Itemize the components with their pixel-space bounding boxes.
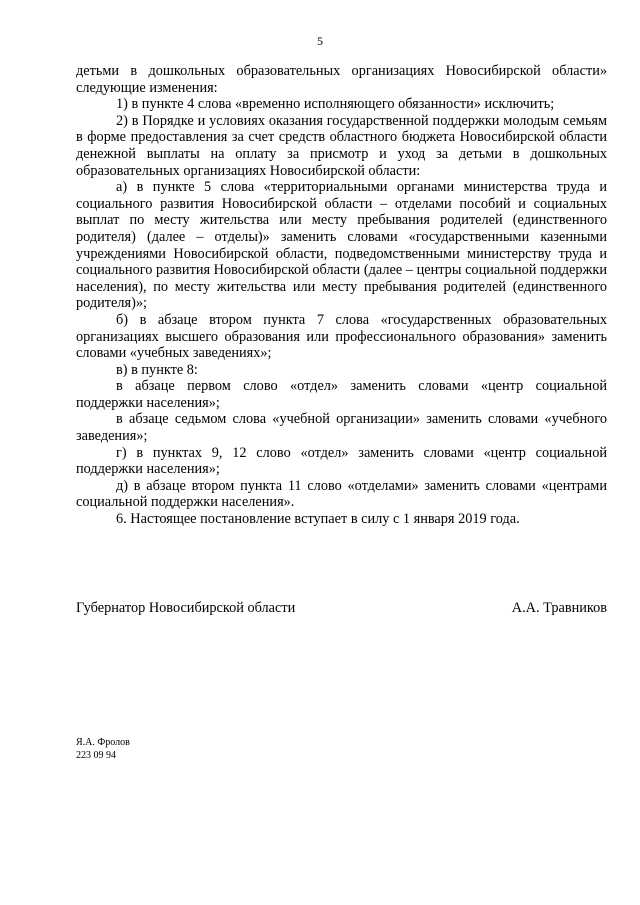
signatory-name: А.А. Травников: [511, 600, 607, 616]
paragraph-subitem-d: д) в абзаце втором пункта 11 слово «отделами» заменить словами «центрами социальной поддержки населения».: [76, 477, 607, 511]
paragraph-subitem-v: в) в пункте 8:: [116, 361, 198, 378]
paragraph-item-6: 6. Настоящее постановление вступает в силу с 1 января 2019 года.: [116, 511, 520, 528]
paragraph-intro-tail: детьми в дошкольных образовательных организациях Новосибирской области» следующие изменения:: [76, 63, 607, 96]
executor-block: [76, 737, 130, 762]
paragraph-subitem-v-seventh: в абзаце седьмом слова «учебной организации» заменить словами «учебного заведения»;: [76, 411, 607, 445]
paragraph-subitem-a: а) в пункте 5 слова «территориальными органами министерства труда и социального развития Новосибирской области – отделами пособий и социальных выплат по месту жительства или месту пребывания родителей (единственного родителя) (далее – отделы)» заменить словами «государственными казенными учреждениями Новосибирской области, подведомственными министерству труда и социального развития Новосибирской области (далее – центры социальной поддержки населения), по месту жительства или месту пребывания родителей (единственного родителя)»;: [76, 179, 607, 312]
paragraph-item-2: 2) в Порядке и условиях оказания государственной поддержки молодым семьям в форме предоставления за счет средств областного бюджета Новосибирской области денежной выплаты на оплату за присмотр и уход за детьми в дошкольных образовательных организациях Новосибирской области:: [76, 112, 607, 179]
page-number: 5: [317, 34, 323, 48]
paragraph-subitem-v-first: в абзаце первом слово «отдел» заменить словами «центр социальной поддержки населения»;: [76, 378, 607, 411]
paragraph-item-1: 1) в пункте 4 слова «временно исполняющего обязанности» исключить;: [116, 96, 555, 113]
signatory-position: Губернатор Новосибирской области: [76, 600, 296, 616]
paragraph-subitem-g: г) в пунктах 9, 12 слово «отдел» заменить словами «центр социальной поддержки населения»;: [76, 444, 607, 478]
executor-phone: 223 09 94: [76, 749, 116, 761]
executor-name: Я.А. Фролов: [76, 737, 130, 748]
paragraph-subitem-b: б) в абзаце втором пункта 7 слова «государственных образовательных организациях высшего образования или профессионального образования» заменить словами «учебных заведениях»;: [76, 311, 607, 362]
document-body: [76, 63, 607, 528]
